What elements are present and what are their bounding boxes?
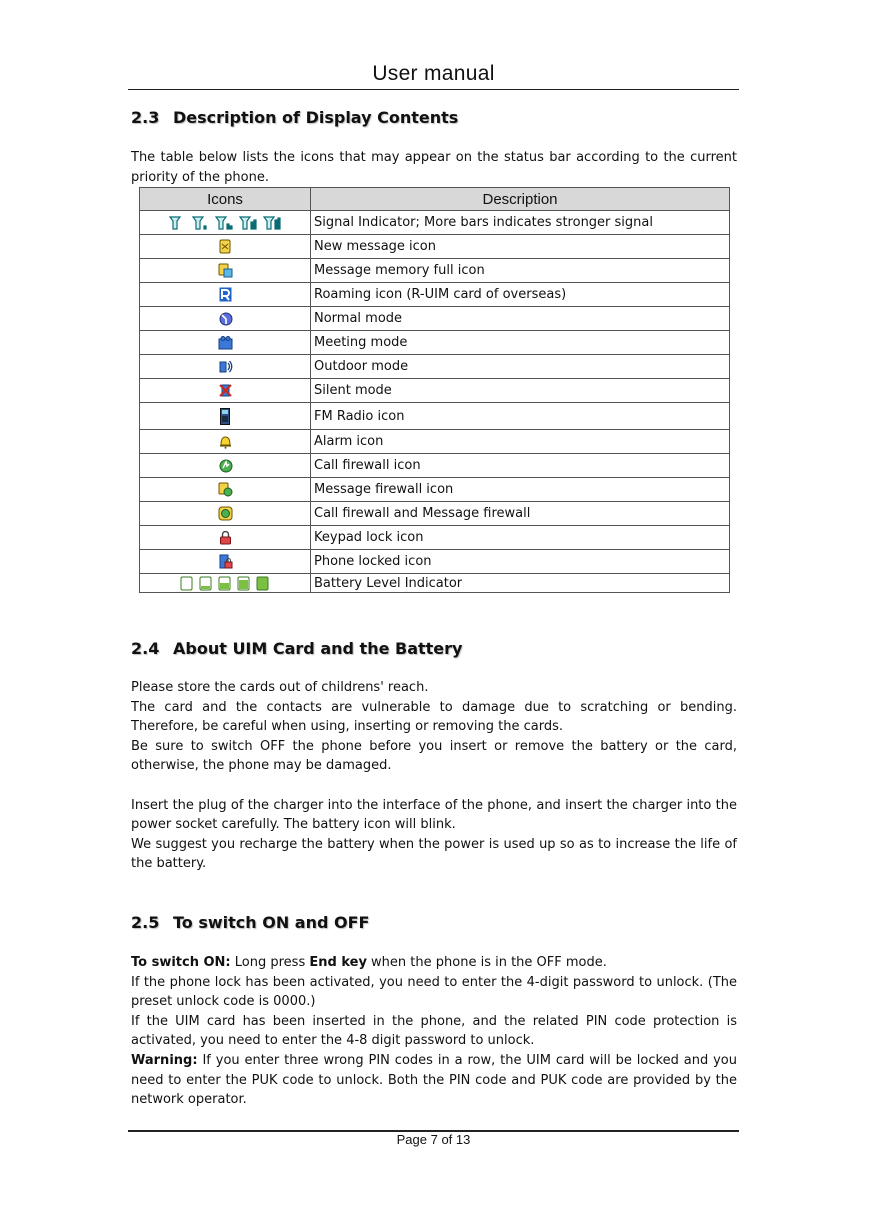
paragraph [131, 953, 737, 973]
icon-cell [140, 235, 311, 259]
section-number: 2.3 [131, 108, 160, 127]
section-title: Description of Display Contents [173, 108, 459, 127]
header-description: Description [311, 188, 730, 211]
description-cell: Call firewall icon [311, 454, 730, 478]
normal-mode-icon [218, 311, 233, 326]
description-cell: Keypad lock icon [311, 526, 730, 550]
icon-cell [140, 283, 311, 307]
section-2-4-heading [131, 639, 462, 658]
icon-cell [140, 211, 311, 235]
description-cell: Phone locked icon [311, 550, 730, 574]
table-row [140, 259, 730, 283]
description-cell: Normal mode [311, 307, 730, 331]
description-cell: FM Radio icon [311, 403, 730, 430]
table-row [140, 403, 730, 430]
page-header-title: User manual [372, 62, 495, 85]
description-cell: Alarm icon [311, 430, 730, 454]
description-cell: Outdoor mode [311, 355, 730, 379]
table-row [140, 379, 730, 403]
table-row [140, 574, 730, 593]
icon-cell [140, 430, 311, 454]
paragraph: Please store the cards out of childrens' reach. [131, 680, 429, 695]
section-2-3-intro [131, 148, 737, 187]
alarm-icon [218, 434, 233, 449]
table-row [140, 526, 730, 550]
intro-text: The table below lists the icons that may appear on the status bar according to the current priority of the phone. [131, 150, 737, 185]
icon-cell [140, 478, 311, 502]
table-row [140, 454, 730, 478]
text: Long press [230, 955, 310, 970]
message-memory-full-icon [218, 263, 233, 278]
call-firewall-icon [218, 458, 233, 473]
paragraph-gap [131, 776, 737, 796]
paragraph [131, 1051, 737, 1110]
icon-cell [140, 550, 311, 574]
battery-level-icon [180, 575, 270, 591]
meeting-mode-icon [218, 335, 233, 350]
table-row [140, 478, 730, 502]
paragraph: Be sure to switch OFF the phone before you insert or remove the battery or the card, otherwise, the phone may be damaged. [131, 738, 737, 774]
section-title: About UIM Card and the Battery [173, 639, 463, 658]
phone-locked-icon [218, 554, 233, 569]
icon-cell [140, 307, 311, 331]
table-row [140, 235, 730, 259]
section-2-5-heading [131, 913, 369, 932]
header-rule [128, 89, 739, 90]
description-cell: Silent mode [311, 379, 730, 403]
table-row [140, 502, 730, 526]
roaming-icon [219, 287, 232, 302]
key-name: End key [309, 955, 367, 970]
table-row [140, 211, 730, 235]
outdoor-mode-icon [218, 359, 233, 374]
header-icons: Icons [140, 188, 311, 211]
section-2-4-body [131, 678, 737, 874]
signal-bars-icon [166, 215, 284, 231]
icon-cell [140, 403, 311, 430]
paragraph: We suggest you recharge the battery when the power is used up so as to increase the life of the battery. [131, 836, 737, 872]
paragraph: The card and the contacts are vulnerable to damage due to scratching or bending. Therefore, be careful when using, inserting or removing the cards. [131, 699, 737, 735]
icon-cell [140, 259, 311, 283]
icon-cell [140, 502, 311, 526]
section-number: 2.4 [131, 639, 160, 658]
description-cell: Call firewall and Message firewall [311, 502, 730, 526]
table-row [140, 283, 730, 307]
icon-cell [140, 574, 311, 593]
icon-cell [140, 454, 311, 478]
fm-radio-icon [220, 408, 230, 425]
warning-label: Warning: [131, 1052, 198, 1068]
new-message-icon [219, 239, 231, 254]
description-cell: Meeting mode [311, 331, 730, 355]
description-cell: Message firewall icon [311, 478, 730, 502]
icon-cell [140, 355, 311, 379]
description-cell: Message memory full icon [311, 259, 730, 283]
section-2-3-heading [131, 108, 458, 127]
description-cell: Battery Level Indicator [311, 574, 730, 593]
section-title: To switch ON and OFF [173, 913, 370, 932]
keypad-lock-icon [219, 531, 232, 545]
table-row [140, 430, 730, 454]
icon-cell [140, 379, 311, 403]
table-row [140, 355, 730, 379]
description-cell: Roaming icon (R-UIM card of overseas) [311, 283, 730, 307]
section-number: 2.5 [131, 913, 160, 932]
label-bold: To switch ON: [131, 955, 231, 970]
page-number: Page 7 of 13 [396, 1132, 471, 1147]
section-2-5-body [131, 953, 737, 1110]
paragraph: Insert the plug of the charger into the interface of the phone, and insert the charger into the power socket carefully. The battery icon will blink. [131, 797, 737, 833]
table-row [140, 307, 730, 331]
paragraph: If the phone lock has been activated, you need to enter the 4-digit password to unlock. (The preset unlock code is 0000.) [131, 974, 737, 1010]
paragraph: If the UIM card has been inserted in the phone, and the related PIN code protection is activated, you need to enter the 4-8 digit password to unlock. [131, 1013, 737, 1049]
text: If you enter three wrong PIN codes in a row, the UIM card will be locked and you need to enter the PUK code to unlock. Both the PIN code and PUK code are provided by the network operator. [131, 1052, 737, 1108]
call-message-firewall-icon [218, 506, 233, 521]
icon-cell [140, 526, 311, 550]
description-cell: Signal Indicator; More bars indicates stronger signal [311, 211, 730, 235]
text: when the phone is in the OFF mode. [366, 955, 607, 970]
status-icons-table [139, 187, 730, 593]
icon-cell [140, 331, 311, 355]
table-header-row [140, 188, 730, 211]
table-row [140, 550, 730, 574]
silent-mode-icon [218, 383, 233, 398]
table-row [140, 331, 730, 355]
description-cell: New message icon [311, 235, 730, 259]
message-firewall-icon [218, 482, 233, 497]
